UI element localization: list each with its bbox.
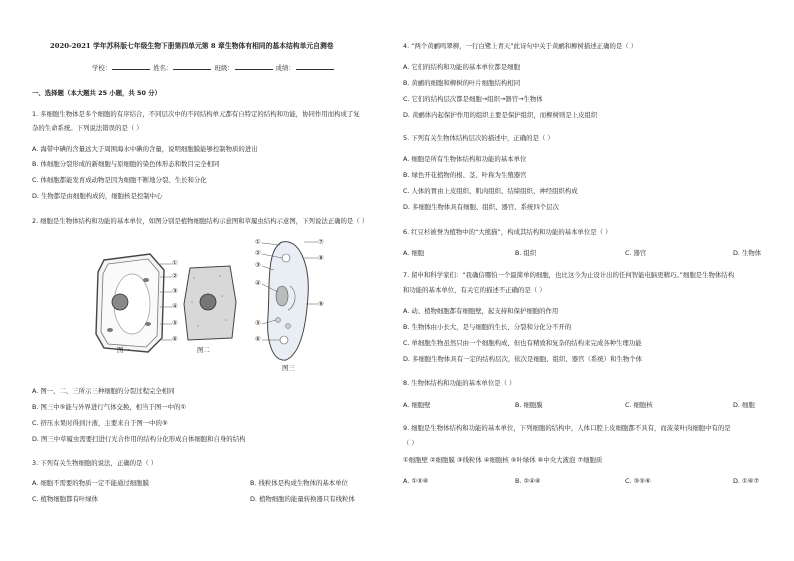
fig1-label-3: ③ bbox=[172, 287, 178, 295]
fig3-label-9: ⑨ bbox=[318, 300, 324, 308]
q3-option-c[interactable]: C. 植物细胞都有叶绿体 bbox=[32, 495, 99, 503]
name-blank[interactable] bbox=[173, 63, 211, 70]
name-label: 姓名： bbox=[153, 64, 173, 72]
q5-stem: 5. 下列有关生物体结构层次的描述中，正确的是（ ） bbox=[403, 134, 554, 142]
fig3-label-6: ⑥ bbox=[255, 335, 261, 343]
food-vacuole bbox=[276, 318, 281, 323]
q1-stem-line2: 杂的生命系统。下列说法错误的是（ ） bbox=[32, 124, 143, 132]
q3-option-d[interactable]: D. 植物细胞的能量转换器只有线粒体 bbox=[250, 495, 355, 503]
contractile-vacuole bbox=[282, 254, 290, 262]
q6-option-d[interactable]: D. 生物体 bbox=[733, 249, 762, 257]
fig1-label-2: ② bbox=[172, 272, 178, 280]
plant-cell-leaders bbox=[160, 255, 172, 355]
fig1-label-1: ① bbox=[172, 259, 178, 267]
q8-option-b[interactable]: B. 细胞膜 bbox=[515, 401, 543, 409]
chloroplast bbox=[145, 322, 151, 326]
q8-option-d[interactable]: D. 细胞 bbox=[733, 401, 755, 409]
q6-option-a[interactable]: A. 细胞 bbox=[403, 249, 425, 257]
class-blank[interactable] bbox=[235, 63, 273, 70]
q2-option-d[interactable]: D. 图三中草履虫需要扫进行光合作用的结构分化形成自体细胞和自身的结构 bbox=[32, 435, 246, 443]
q3-option-a[interactable]: A. 细胞不需要的物质一定不能通过细胞膜 bbox=[32, 479, 149, 487]
contractile-vacuole bbox=[280, 336, 288, 344]
q6-option-b[interactable]: B. 组织 bbox=[515, 249, 537, 257]
q8-option-a[interactable]: A. 细胞壁 bbox=[403, 401, 431, 409]
q4-option-b[interactable]: B. 黄鹂的细胞和柳树的叶片细胞结构相同 bbox=[403, 79, 521, 87]
chloroplast bbox=[143, 278, 149, 282]
fig1-label-5: ⑤ bbox=[172, 319, 178, 327]
q6-stem: 6. 红豆杉被誉为植物中的“大熊猫”，构成其结构和功能的基本单位是（ ） bbox=[403, 228, 612, 236]
q1-option-d[interactable]: D. 生物都是由细胞构成的，细胞核是控制中心 bbox=[32, 192, 163, 200]
q9-option-c[interactable]: C. ③⑤⑥ bbox=[625, 477, 651, 485]
q7-option-c[interactable]: C. 单细胞生物虽然只由一个细胞构成，但也有精致和复杂的结构来完成各种生理功能 bbox=[403, 339, 642, 347]
fig3-caption: 图三 bbox=[282, 364, 295, 372]
fig3-label-3: ③ bbox=[255, 261, 261, 269]
q9-items: ①细胞壁 ②细胞膜 ③线粒体 ④细胞核 ⑤叶绿体 ⑥中央大液泡 ⑦细胞质 bbox=[403, 456, 603, 464]
q9-stem-line2: （ ） bbox=[403, 439, 418, 447]
q2-option-b[interactable]: B. 图三中⑤能与外界进行气体交换，相当于图一中的① bbox=[32, 403, 187, 411]
page-title: 2020-2021 学年苏科版七年级生物下册第四单元第 8 章生物体有相同的基本结构单元自测卷 bbox=[50, 42, 334, 50]
fig1-label-4: ④ bbox=[172, 302, 178, 310]
score-label: 成绩： bbox=[275, 64, 295, 72]
q1-option-b[interactable]: B. 体细胞分裂形成的新细胞与原细胞的染色体形态和数目完全相同 bbox=[32, 160, 220, 168]
q1-option-a[interactable]: A. 海带中碘的含量远大于周围海水中碘的含量，说明细胞膜能够控制物质的进出 bbox=[32, 145, 258, 153]
fig1-caption: 图一 bbox=[117, 346, 130, 354]
section-header: 一、选择题（本大题共 25 小题，共 50 分） bbox=[32, 89, 161, 97]
fig3-label-8: ⑧ bbox=[318, 254, 324, 262]
q4-option-d[interactable]: D. 黄鹂体内起保护作用的组织主要是保护组织，而柳树则是上皮组织 bbox=[403, 111, 598, 119]
q9-stem-line1: 9. 细胞是生物体结构和功能的基本单位，下列细胞的结构中，人体口腔上皮细胞都不具有，而菠菜叶肉细胞中有的是 bbox=[403, 424, 731, 432]
q6-option-c[interactable]: C. 器官 bbox=[625, 249, 647, 257]
q2-option-c[interactable]: C. 挤压水果时得到汁液，主要来自于图一中的⑤ bbox=[32, 419, 168, 427]
fig3-label-1: ① bbox=[255, 238, 261, 246]
q2-option-a[interactable]: A. 图一、二、三所示三种细胞的分裂过程完全相同 bbox=[32, 387, 175, 395]
class-label: 班级： bbox=[214, 64, 234, 72]
q7-stem-line2: 和功能的基本单位，有关它的描述不正确的是（ ） bbox=[403, 286, 546, 294]
animal-cell-figure bbox=[180, 262, 240, 344]
q4-option-c[interactable]: C. 它们的结构层次都是细胞→组织→器官→生物体 bbox=[403, 95, 543, 103]
q8-option-c[interactable]: C. 细胞核 bbox=[625, 401, 653, 409]
score-blank[interactable] bbox=[296, 63, 334, 70]
fig1-label-6: ⑥ bbox=[172, 335, 178, 343]
q9-option-d[interactable]: D. ①⑥⑦ bbox=[733, 477, 760, 485]
q1-stem-line1: 1. 多细胞生物体是多个细胞的有序结合，不同层次中的不同结构单元都有自特定的结构和功能，协同作用而构成了复 bbox=[32, 110, 360, 118]
q3-stem: 3. 下列有关生物细胞的说法，正确的是（ ） bbox=[32, 459, 158, 467]
macronucleus bbox=[276, 286, 288, 306]
q4-stem: 4. “两个黄鹂鸣翠柳，一行白鹭上青天”此诗句中关于黄鹂和柳树描述正确的是（ ） bbox=[403, 42, 638, 50]
chloroplast bbox=[107, 328, 113, 332]
school-blank[interactable] bbox=[112, 63, 150, 70]
q7-option-a[interactable]: A. 动、植物细胞都有细胞壁，起支持和保护细胞的作用 bbox=[403, 307, 559, 315]
q5-option-a[interactable]: A. 细胞是所有生物体结构和功能的基本单位 bbox=[403, 155, 527, 163]
q8-stem: 8. 生物体结构和功能的基本单位是（ ） bbox=[403, 379, 516, 387]
q5-option-c[interactable]: C. 人体的胃由上皮组织、肌肉组织、结缔组织、神经组织构成 bbox=[403, 187, 578, 195]
q9-option-b[interactable]: B. ②④⑥ bbox=[515, 477, 541, 485]
q5-option-d[interactable]: D. 多细胞生物体具有细胞、组织、器官、系统四个层次 bbox=[403, 203, 559, 211]
fig2-caption: 图二 bbox=[197, 346, 210, 354]
school-label: 学校： bbox=[92, 64, 112, 72]
q3-option-b[interactable]: B. 线粒体是构成生物体的基本单位 bbox=[250, 479, 348, 487]
q5-option-b[interactable]: B. 绿色开花植物的根、茎、叶称为生殖器官 bbox=[403, 171, 527, 179]
q9-option-a[interactable]: A. ①⑤⑥ bbox=[403, 477, 429, 485]
fig3-label-5: ⑤ bbox=[255, 319, 261, 327]
food-vacuole bbox=[286, 324, 291, 329]
fig3-label-4: ④ bbox=[255, 279, 261, 287]
fig3-label-7: ⑦ bbox=[318, 238, 324, 246]
plant-cell-nucleus bbox=[112, 294, 128, 310]
q2-stem: 2. 细胞是生物体结构和功能的基本单位，如图分别是植物细胞结构示意图和草履虫结构示意图，下列说法正确的是（ ） bbox=[32, 217, 369, 225]
fig3-label-2: ② bbox=[255, 249, 261, 257]
q4-option-a[interactable]: A. 它们的结构和功能的基本单位都是细胞 bbox=[403, 63, 520, 71]
q7-option-b[interactable]: B. 生物体由小长大，是与细胞的生长、分裂和分化分不开的 bbox=[403, 323, 572, 331]
student-info-row bbox=[92, 63, 335, 73]
q1-option-c[interactable]: C. 体细胞都能发育成动物是因为细胞不断地分裂、生长和分化 bbox=[32, 176, 207, 184]
animal-cell-nucleus bbox=[200, 294, 216, 310]
q7-stem-line1: 7. 留申和科学家们：“我确信哪怕一个最简单的细胞，也比这今为止设计出的任何智能电脑更精巧。”细胞是生物体结构 bbox=[403, 271, 735, 279]
q7-option-d[interactable]: D. 多细胞生物体具有一定的结构层次，依次是细胞、组织、器官（系统）和生物个体 bbox=[403, 355, 643, 363]
